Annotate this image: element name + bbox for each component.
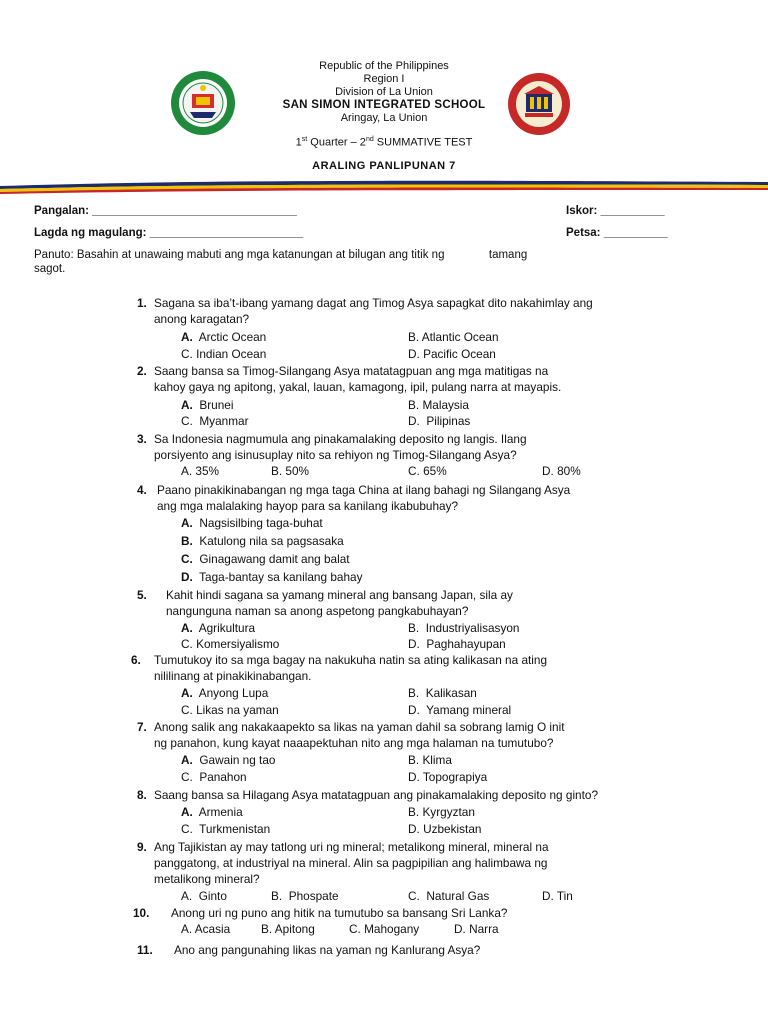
choice-a[interactable]: A. Agrikultura (181, 621, 256, 635)
choice-c[interactable]: C. 65% (408, 464, 447, 478)
choice-c[interactable]: C. Turkmenistan (181, 822, 271, 836)
question-text: kahoy gaya ng apitong, yakal, lauan, kamagong, ipil, pulang narra at mayapis. (154, 380, 562, 394)
choice-d[interactable]: D. Taga-bantay sa kanilang bahay (181, 570, 363, 584)
question-text: Anong salik ang nakakaapekto sa likas na yaman dahil sa sobrang lamig O init (154, 720, 565, 734)
directions: Panuto: Basahin at unawaing mabuti ang mga katanungan at bilugan ang titik ng tamang sagot. (34, 249, 528, 275)
question-text: Saang bansa sa Timog-Silangang Asya matatagpuan ang mga matitigas na (154, 364, 549, 378)
school-address: Aringay, La Union (340, 112, 428, 124)
question-number: 3. (137, 432, 147, 446)
choice-d[interactable]: D. Topograpiya (408, 770, 488, 784)
header-line-region: Region I (363, 73, 405, 85)
choice-a[interactable]: A. Anyong Lupa (181, 686, 269, 700)
choice-d[interactable]: D. Narra (454, 922, 499, 936)
choice-a[interactable]: A. Brunei (181, 398, 234, 412)
question-text: Ang Tajikistan ay may tatlong uri ng mineral; metalikong mineral, mineral na (154, 840, 549, 854)
choice-b[interactable]: B. Kyrgyztan (408, 805, 475, 819)
question-text: Ano ang pangunahing likas na yaman ng Kanlurang Asya? (174, 943, 481, 957)
question-text: Paano pinakikinabangan ng mga taga China at ilang bahagi ng Silangang Asya (157, 483, 571, 497)
choice-c[interactable]: C. Myanmar (181, 414, 249, 428)
question-text: ng panahon, kung kayat naaapektuhan nito ang mga halaman na tumutubo? (154, 736, 554, 750)
choice-d[interactable]: D. Pacific Ocean (408, 347, 496, 361)
question-number: 11. (137, 943, 153, 957)
question-text: Sagana sa iba’t-ibang yamang dagat ang Timog Asya sapagkat dito nakahimlay ang (154, 296, 593, 310)
question-text: Tumutukoy ito sa mga bagay na nakukuha natin sa ating kalikasan na ating (154, 653, 548, 667)
choice-d[interactable]: D. Uzbekistan (408, 822, 482, 836)
question-text: Saang bansa sa Hilagang Asya matatagpuan ang pinakamalaking deposito ng ginto? (154, 788, 599, 802)
question-number: 8. (137, 788, 147, 802)
question-text: nililinang at pinakikinabangan. (154, 669, 312, 683)
choice-a[interactable]: A. Gawain ng tao (181, 753, 276, 767)
choice-b[interactable]: B. Apitong (261, 922, 315, 936)
choice-d[interactable]: D. 80% (542, 464, 581, 478)
choice-a[interactable]: A. Armenia (181, 805, 243, 819)
choice-b[interactable]: B. 50% (271, 464, 310, 478)
header-stripe (0, 178, 768, 198)
choice-b[interactable]: B. Kalikasan (408, 686, 477, 700)
question-number: 7. (137, 720, 147, 734)
choice-a[interactable]: A. Arctic Ocean (181, 330, 267, 344)
document-header (0, 60, 768, 173)
choice-b[interactable]: B. Klima (408, 753, 452, 767)
question-text: nangunguna naman sa anong aspetong pangkabuhayan? (166, 604, 469, 618)
question-text: Kahit hindi sagana sa yamang mineral ang bansang Japan, sila ay (166, 588, 513, 602)
question-number: 1. (137, 296, 147, 310)
question-text: metalikong mineral? (154, 872, 260, 886)
choice-c[interactable]: C. Likas na yaman (181, 703, 279, 717)
question-text: panggatong, at industriyal na mineral. Alin sa pagpipilian ang halimbawa ng (154, 856, 548, 870)
choice-a[interactable]: A. 35% (181, 464, 220, 478)
choice-c[interactable]: C. Komersiyalismo (181, 637, 280, 651)
header-line-division: Division of La Union (335, 86, 433, 98)
choice-b[interactable]: B. Katulong nila sa pagsasaka (181, 534, 344, 548)
choice-c[interactable]: C. Natural Gas (408, 889, 490, 903)
choice-c[interactable]: C. Mahogany (349, 922, 420, 936)
question-number: 9. (137, 840, 147, 854)
question-text: Sa Indonesia nagmumula ang pinakamalaking deposito ng langis. Ilang (154, 432, 527, 446)
choice-a[interactable]: A. Ginto (181, 889, 227, 903)
question-number: 5. (137, 588, 147, 602)
iskor-field[interactable]: Iskor: __________ (566, 205, 665, 217)
subject-title: ARALING PANLIPUNAN 7 (312, 159, 456, 172)
school-name: SAN SIMON INTEGRATED SCHOOL (282, 99, 486, 111)
header-line-republic: Republic of the Philippines (319, 60, 449, 72)
pangalan-field[interactable]: Pangalan: ________________________________ (34, 205, 297, 217)
choice-b[interactable]: B. Phospate (271, 889, 339, 903)
choice-c[interactable]: C. Ginagawang damit ang balat (181, 552, 350, 566)
choice-c[interactable]: C. Panahon (181, 770, 247, 784)
choice-d[interactable]: D. Pilipinas (408, 414, 471, 428)
question-text: Anong uri ng puno ang hitik na tumutubo sa bansang Sri Lanka? (171, 906, 508, 920)
question-text: porsiyento ang isinusuplay nito sa rehiyon ng Timog-Silangang Asya? (154, 448, 517, 462)
choice-b[interactable]: B. Industriyalisasyon (408, 621, 520, 635)
question-number: 2. (137, 364, 147, 378)
test-quarter: 1st Quarter – 2nd SUMMATIVE TEST (295, 136, 473, 149)
choice-a[interactable]: A. Nagsisilbing taga-buhat (181, 516, 323, 530)
lagda-field[interactable]: Lagda ng magulang: ________________________ (34, 227, 304, 239)
question-number: 10. (133, 906, 150, 920)
choice-b[interactable]: B. Malaysia (408, 398, 469, 412)
question-number: 6. (131, 653, 141, 667)
question-number: 4. (137, 483, 147, 497)
petsa-field[interactable]: Petsa: __________ (566, 227, 668, 239)
choice-a[interactable]: A. Acasia (181, 922, 231, 936)
choice-d[interactable]: D. Tin (542, 889, 573, 903)
choice-d[interactable]: D. Paghahayupan (408, 637, 506, 651)
question-text: ang mga malalaking hayop para sa kanilang ikabubuhay? (157, 499, 459, 513)
choice-b[interactable]: B. Atlantic Ocean (408, 330, 499, 344)
question-text: anong karagatan? (154, 312, 250, 326)
choice-d[interactable]: D. Yamang mineral (408, 703, 512, 717)
choice-c[interactable]: C. Indian Ocean (181, 347, 267, 361)
